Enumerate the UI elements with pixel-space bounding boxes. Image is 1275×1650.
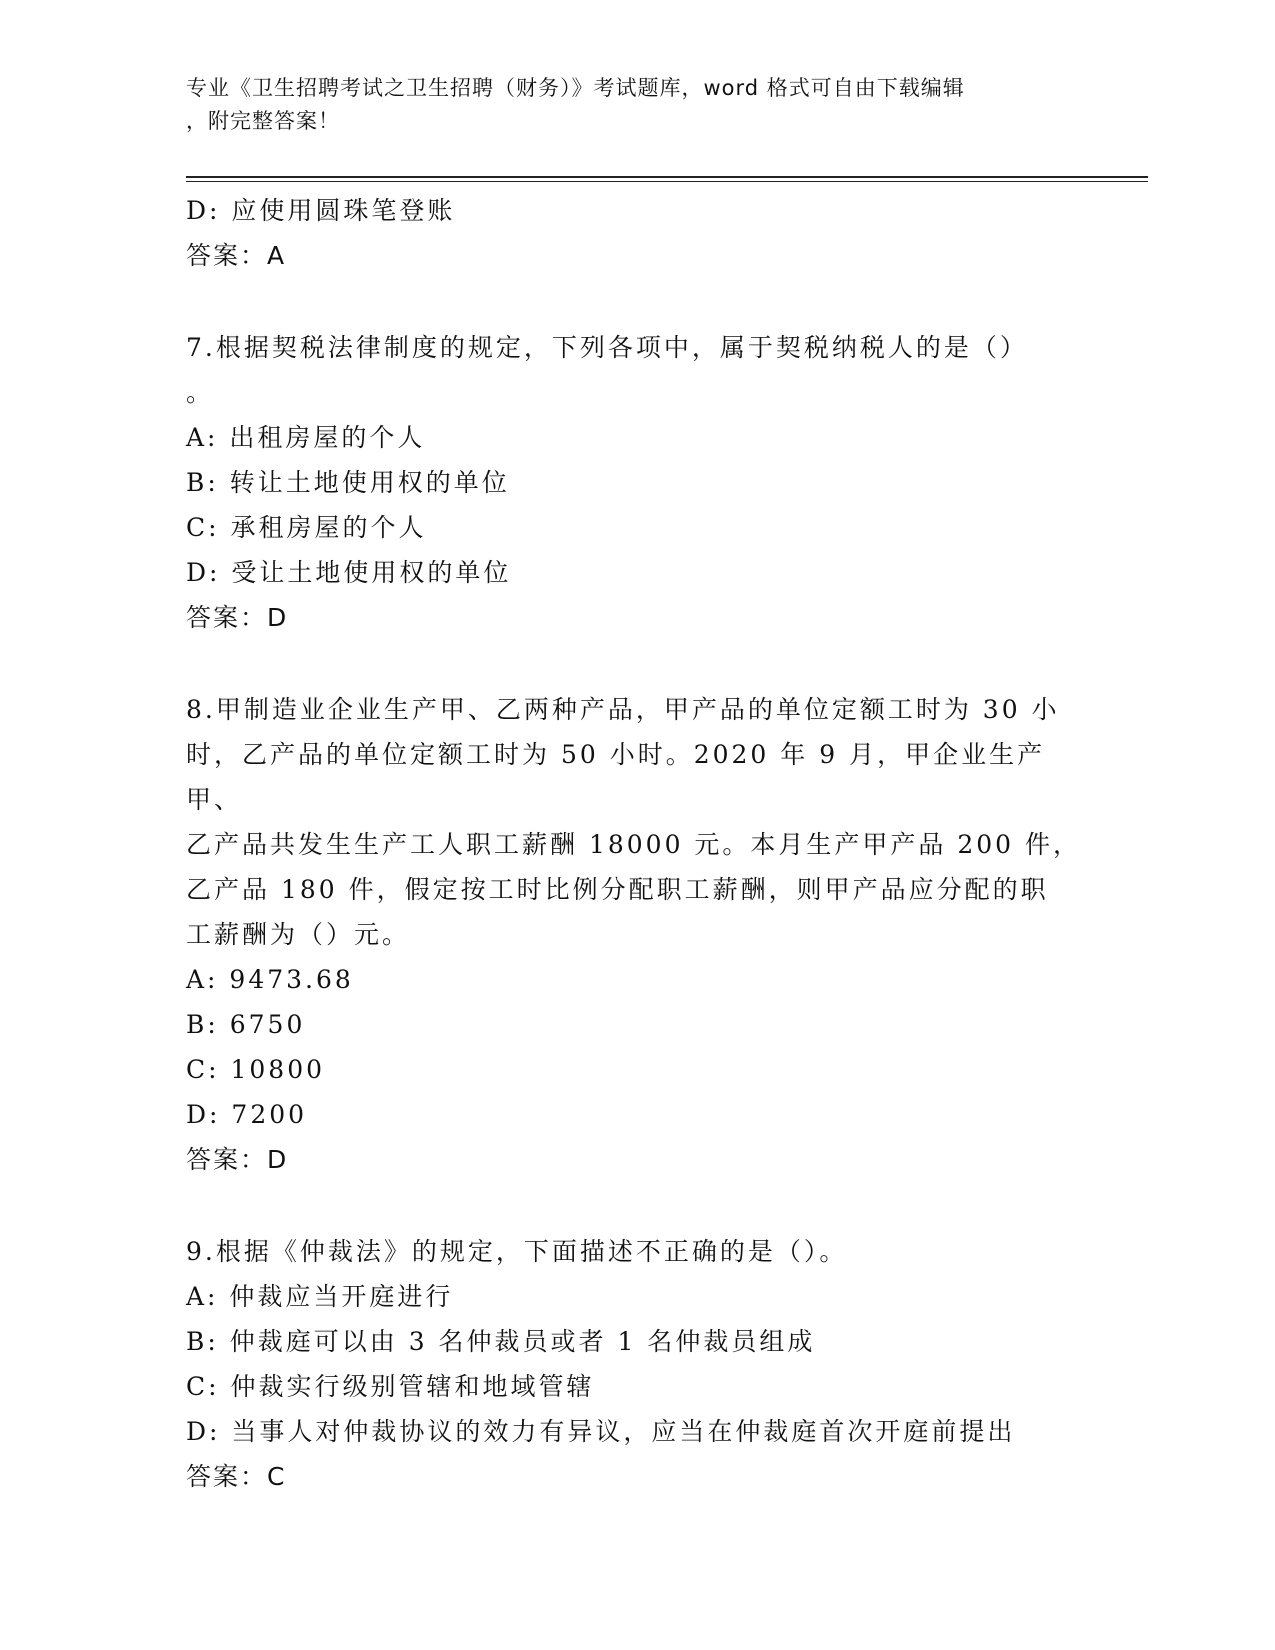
option-a: A: 出租房屋的个人 <box>186 423 426 452</box>
answer: 答案：A <box>186 241 287 270</box>
question-7 <box>186 325 1086 640</box>
question-line: 乙产品 180 件，假定按工时比例分配职工薪酬，则甲产品应分配的职 <box>186 875 1049 904</box>
question-line: 工薪酬为（）元。 <box>186 920 411 949</box>
option-a: A: 9473.68 <box>186 965 354 994</box>
option-a: A: 仲裁应当开庭进行 <box>186 1282 454 1311</box>
question-text <box>186 687 1086 957</box>
question-text <box>186 1229 1086 1274</box>
question-8 <box>186 687 1086 1182</box>
answer: 答案：C <box>186 1462 287 1491</box>
document-body <box>186 188 1086 1499</box>
question-line: 乙产品共发生生产工人职工薪酬 18000 元。本月生产甲产品 200 件， <box>186 830 1082 859</box>
page-header <box>186 72 1066 138</box>
header-divider-thick <box>186 176 1148 178</box>
header-divider-thin <box>186 181 1148 182</box>
option-b: B: 仲裁庭可以由 3 名仲裁员或者 1 名仲裁员组成 <box>186 1327 816 1356</box>
option-c: C: 承租房屋的个人 <box>186 513 427 542</box>
header-line-2: ，附完整答案！ <box>186 109 340 133</box>
question-line: 9.根据《仲裁法》的规定，下面描述不正确的是（）。 <box>186 1237 848 1266</box>
question-9 <box>186 1229 1086 1499</box>
option-d: D: 应使用圆珠笔登账 <box>186 196 456 225</box>
option-b: B: 6750 <box>186 1010 306 1039</box>
question-line: 8.甲制造业企业生产甲、乙两种产品，甲产品的单位定额工时为 30 小 <box>186 695 1060 724</box>
question-text <box>186 325 1086 415</box>
question-line: 7.根据契税法律制度的规定，下列各项中，属于契税纳税人的是（） <box>186 333 1028 362</box>
answer: 答案：D <box>186 603 289 632</box>
header-line-1: 专业《卫生招聘考试之卫生招聘（财务）》考试题库，word 格式可自由下载编辑 <box>186 76 965 100</box>
option-d: D: 受让土地使用权的单位 <box>186 558 512 587</box>
answer: 答案：D <box>186 1145 289 1174</box>
question-line: 时，乙产品的单位定额工时为 50 小时。2020 年 9 月，甲企业生产甲、 <box>186 740 1046 814</box>
option-d: D: 7200 <box>186 1100 308 1129</box>
previous-question-tail <box>186 188 1086 278</box>
option-d: D: 当事人对仲裁协议的效力有异议，应当在仲裁庭首次开庭前提出 <box>186 1417 1016 1446</box>
option-c: C: 仲裁实行级别管辖和地域管辖 <box>186 1372 595 1401</box>
option-b: B: 转让土地使用权的单位 <box>186 468 510 497</box>
question-line: 。 <box>186 378 215 407</box>
option-c: C: 10800 <box>186 1055 326 1084</box>
